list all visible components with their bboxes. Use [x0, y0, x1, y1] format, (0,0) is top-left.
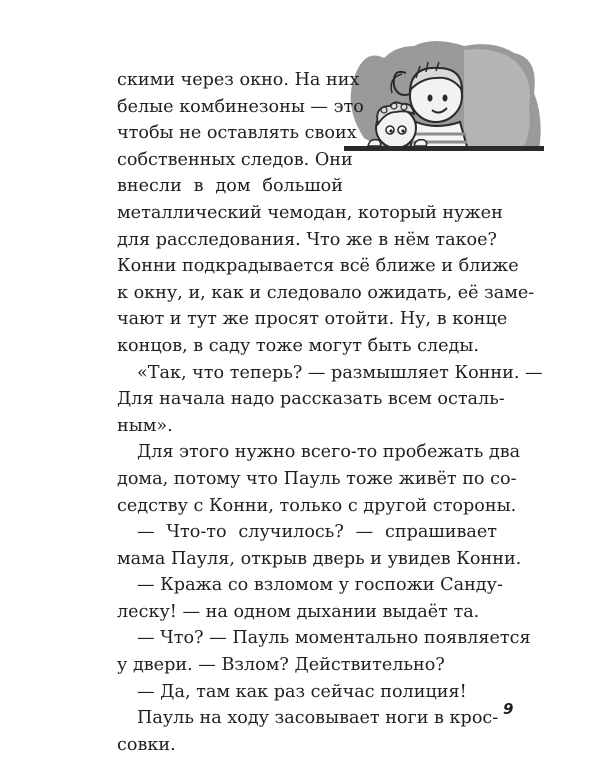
text-line: совки. — [117, 734, 176, 755]
text-line: леску! — на одном дыхании выдаёт та. — [117, 601, 480, 622]
text-line: концов, в саду тоже могут быть следы. — [117, 335, 479, 356]
text-line: внесли в дом большой — [117, 176, 343, 197]
text-line: собственных следов. Они — [117, 149, 353, 170]
text-line: седству с Конни, только с другой стороны. — [117, 495, 517, 516]
text-line: скими через окно. На них — [117, 70, 360, 90]
text-line: — Да, там как раз сейчас полиция! — [137, 681, 467, 702]
text-line: — Что-то случилось? — спрашивает — [137, 522, 497, 543]
text-line: Для начала надо рассказать всем осталь- — [117, 389, 505, 410]
text-line: дома, потому что Пауль тоже живёт по со- — [117, 468, 517, 489]
text-line: металлический чемодан, который нужен — [117, 202, 503, 223]
text-line: — Что? — Пауль моментально появляется — [137, 628, 531, 649]
text-line: «Так, что теперь? — размышляет Конни. — — [137, 362, 543, 383]
text-line: ным». — [117, 415, 173, 436]
text-line: мама Пауля, открыв дверь и увидев Конни. — [117, 548, 522, 569]
text-line: чтобы не оставлять своих — [117, 123, 357, 144]
text-line: для расследования. Что же в нём такое? — [117, 229, 497, 250]
text-line: к окну, и, как и следовало ожидать, её заме- — [117, 282, 535, 303]
text-line: у двери. — Взлом? Действительно? — [117, 655, 445, 676]
text-line: Конни подкрадывается всё ближе и ближе — [117, 256, 519, 277]
text-line: Пауль на ходу засовывает ноги в крос- — [137, 708, 499, 729]
text-line: белые комбинезоны — это — [117, 96, 364, 117]
paragraph-1 — [117, 67, 543, 758]
text-line: чают и тут же просят отойти. Ну, в конце — [117, 309, 508, 330]
text-line: — Кража со взломом у госпожи Санду- — [137, 575, 503, 596]
page-number: 9 — [503, 700, 514, 718]
text-line: Для этого нужно всего-то пробежать два — [137, 442, 521, 463]
